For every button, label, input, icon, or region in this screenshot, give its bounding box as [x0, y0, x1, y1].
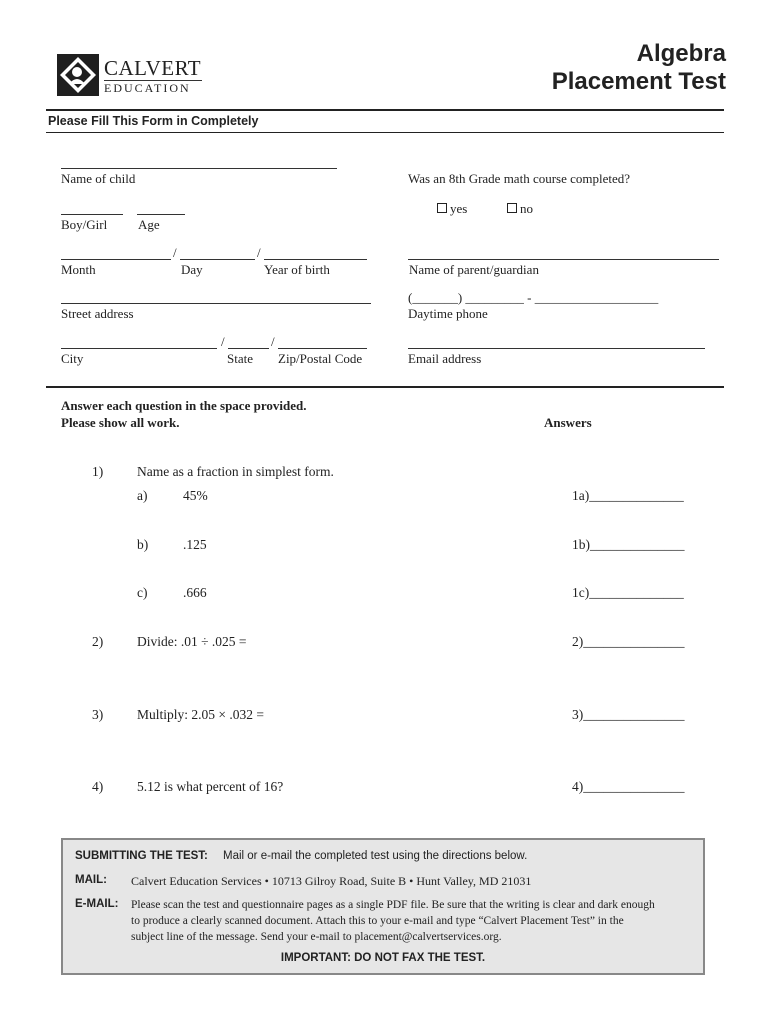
no-label: no — [520, 201, 533, 216]
instruction-line-1: Answer each question in the space provided. — [61, 398, 307, 413]
email-address-field[interactable] — [408, 348, 705, 349]
answer-4-field[interactable]: 4)_______________ — [572, 779, 685, 794]
submission-info-box — [61, 838, 705, 975]
answer-2-field[interactable]: 2)_______________ — [572, 634, 685, 649]
logo-wordmark: CALVERT — [104, 56, 202, 80]
street-address-field[interactable] — [61, 303, 371, 304]
yes-label: yes — [450, 201, 468, 216]
question-1a-value: 45% — [183, 488, 208, 503]
question-1b-value: .125 — [183, 537, 207, 552]
date-separator-2: / — [257, 245, 261, 260]
age-label: Age — [138, 217, 160, 232]
question-2-text: Divide: .01 ÷ .025 = — [137, 634, 247, 649]
email-label: E-MAIL: — [75, 898, 119, 910]
answer-1b-field[interactable]: 1b)______________ — [572, 537, 685, 552]
year-of-birth-field[interactable] — [264, 259, 367, 260]
question-3-number: 3) — [92, 707, 104, 722]
answer-1c-field[interactable]: 1c)______________ — [572, 585, 684, 600]
city-separator-1: / — [221, 334, 225, 349]
section-divider — [46, 386, 724, 388]
daytime-phone-field[interactable]: (_______) _________ - ___________________ — [408, 290, 659, 305]
question-4-text: 5.12 is what percent of 16? — [137, 779, 284, 794]
child-name-label: Name of child — [61, 171, 136, 186]
city-label: City — [61, 351, 84, 366]
mail-address: Calvert Education Services • 10713 Gilroy Road, Suite B • Hunt Valley, MD 21031 — [131, 874, 532, 888]
boy-girl-field[interactable] — [61, 214, 123, 215]
email-instructions-line-2: to produce a clearly scanned document. Attach this to your e-mail and type “Calvert Placement Test” in the — [131, 915, 624, 927]
header-rule-top — [46, 109, 724, 111]
question-1c-value: .666 — [183, 585, 207, 600]
day-field[interactable] — [180, 259, 255, 260]
daytime-phone-label: Daytime phone — [408, 306, 488, 321]
eighth-grade-question: Was an 8th Grade math course completed? — [408, 171, 631, 186]
question-1b-letter: b) — [137, 537, 149, 552]
date-separator-1: / — [173, 245, 177, 260]
child-name-field[interactable] — [61, 168, 337, 169]
year-of-birth-label: Year of birth — [264, 262, 330, 277]
submit-title-text: Mail or e-mail the completed test using the directions below. — [223, 850, 528, 862]
no-option[interactable] — [507, 201, 533, 217]
state-field[interactable] — [228, 348, 269, 349]
header-rule-bottom — [46, 132, 724, 133]
question-3-text: Multiply: 2.05 × .032 = — [137, 707, 264, 722]
street-address-label: Street address — [61, 306, 134, 321]
answer-1a-field[interactable]: 1a)______________ — [572, 488, 684, 503]
calvert-logo-mark — [57, 54, 99, 96]
zip-field[interactable] — [278, 348, 367, 349]
instruction-line-2: Please show all work. — [61, 415, 180, 430]
answers-header: Answers — [544, 415, 592, 430]
page-title-line2: Placement Test — [551, 68, 726, 95]
city-field[interactable] — [61, 348, 217, 349]
state-label: State — [227, 351, 253, 366]
month-label: Month — [61, 262, 96, 277]
parent-name-label: Name of parent/guardian — [409, 262, 539, 277]
question-4-number: 4) — [92, 779, 104, 794]
month-field[interactable] — [61, 259, 171, 260]
yes-option[interactable] — [437, 201, 467, 217]
boy-girl-label: Boy/Girl — [61, 217, 108, 232]
form-heading: Please Fill This Form in Completely — [48, 114, 259, 128]
question-2-number: 2) — [92, 634, 104, 649]
question-1-number: 1) — [92, 464, 104, 479]
age-field[interactable] — [137, 214, 185, 215]
important-notice: IMPORTANT: DO NOT FAX THE TEST. — [280, 952, 486, 964]
page-title-line1: Algebra — [636, 40, 726, 67]
city-separator-2: / — [271, 334, 275, 349]
submit-title: SUBMITTING THE TEST: — [75, 850, 208, 862]
logo-subtitle: EDUCATION — [104, 81, 191, 95]
question-1a-letter: a) — [137, 488, 148, 503]
question-1-text: Name as a fraction in simplest form. — [137, 464, 334, 479]
no-checkbox[interactable] — [507, 203, 517, 213]
answer-3-field[interactable]: 3)_______________ — [572, 707, 685, 722]
email-address-label: Email address — [408, 351, 482, 366]
yes-checkbox[interactable] — [437, 203, 447, 213]
parent-name-field[interactable] — [408, 259, 719, 260]
zip-label: Zip/Postal Code — [278, 351, 363, 366]
mail-label: MAIL: — [75, 874, 107, 886]
question-1c-letter: c) — [137, 585, 148, 600]
email-instructions-line-1: Please scan the test and questionnaire pages as a single PDF file. Be sure that the writing is clear and dark enough — [131, 899, 655, 911]
email-instructions-line-3: subject line of the message. Send your e-mail to placement@calvertservices.org. — [131, 931, 502, 943]
day-label: Day — [181, 262, 203, 277]
